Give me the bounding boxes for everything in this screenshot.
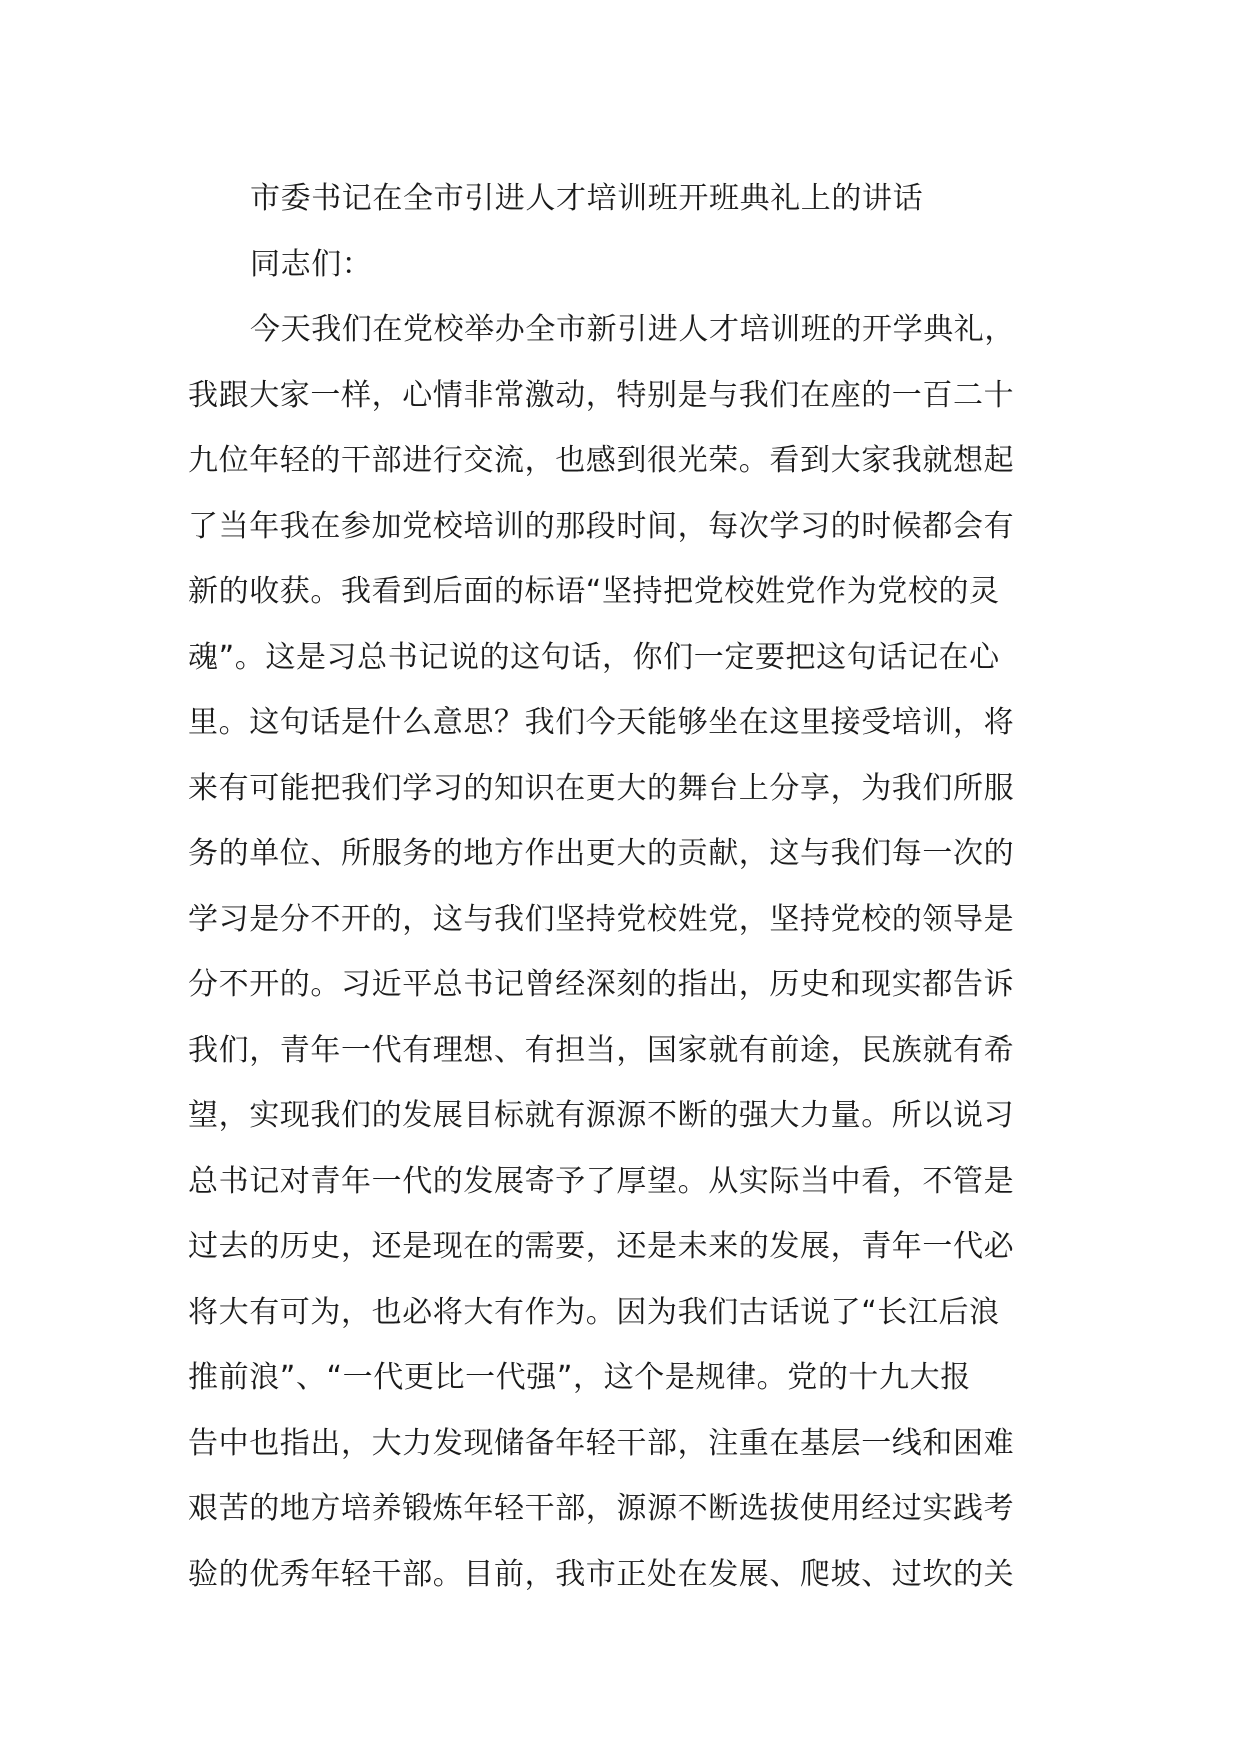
body-line: 魂”。这是习总书记说的这句话，你们一定要把这句话记在心 [188,639,1000,675]
body-line: 我们，青年一代有理想、有担当，国家就有前途，民族就有希 [188,1032,1015,1068]
body-line: 将大有可为，也必将大有作为。因为我们古话说了“长江后浪 [188,1294,1000,1330]
body-line: 今天我们在党校举办全市新引进人才培训班的开学典礼， [250,312,1015,347]
body-line: 验的优秀年轻干部。目前，我市正处在发展、爬坡、过坎的关 [188,1556,1015,1592]
body-line: 了当年我在参加党校培训的那段时间，每次学习的时候都会有 [188,508,1015,544]
body-line: 务的单位、所服务的地方作出更大的贡献，这与我们每一次的 [188,836,1015,871]
body-line: 我跟大家一样，心情非常激动，特别是与我们在座的一百二十 [188,377,1015,413]
body-line: 分不开的。习近平总书记曾经深刻的指出，历史和现实都告诉 [188,967,1015,1002]
body-line: 里。这句话是什么意思？我们今天能够坐在这里接受培训，将 [188,705,1015,740]
body-line: 推前浪”、“一代更比一代强”，这个是规律。党的十九大报 [188,1360,971,1395]
body-line: 新的收获。我看到后面的标语“坚持把党校姓党作为党校的灵 [188,574,1000,609]
body-line: 望，实现我们的发展目标就有源源不断的强大力量。所以说习 [188,1098,1015,1133]
body-line: 告中也指出，大力发现储备年轻干部，注重在基层一线和困难 [188,1425,1015,1461]
body-line: 总书记对青年一代的发展寄予了厚望。从实际当中看，不管是 [188,1163,1015,1199]
body-line: 九位年轻的干部进行交流，也感到很光荣。看到大家我就想起 [188,443,1015,478]
body-line: 学习是分不开的，这与我们坚持党校姓党，坚持党校的领导是 [188,901,1015,937]
salutation: 同志们： [250,246,373,282]
document-title: 市委书记在全市引进人才培训班开班典礼上的讲话 [250,181,924,216]
body-line: 过去的历史，还是现在的需要，还是未来的发展，青年一代必 [188,1229,1015,1264]
document-content [188,166,1058,1607]
body-line: 艰苦的地方培养锻炼年轻干部，源源不断选拔使用经过实践考 [188,1491,1015,1526]
body-line: 来有可能把我们学习的知识在更大的舞台上分享，为我们所服 [188,770,1015,806]
